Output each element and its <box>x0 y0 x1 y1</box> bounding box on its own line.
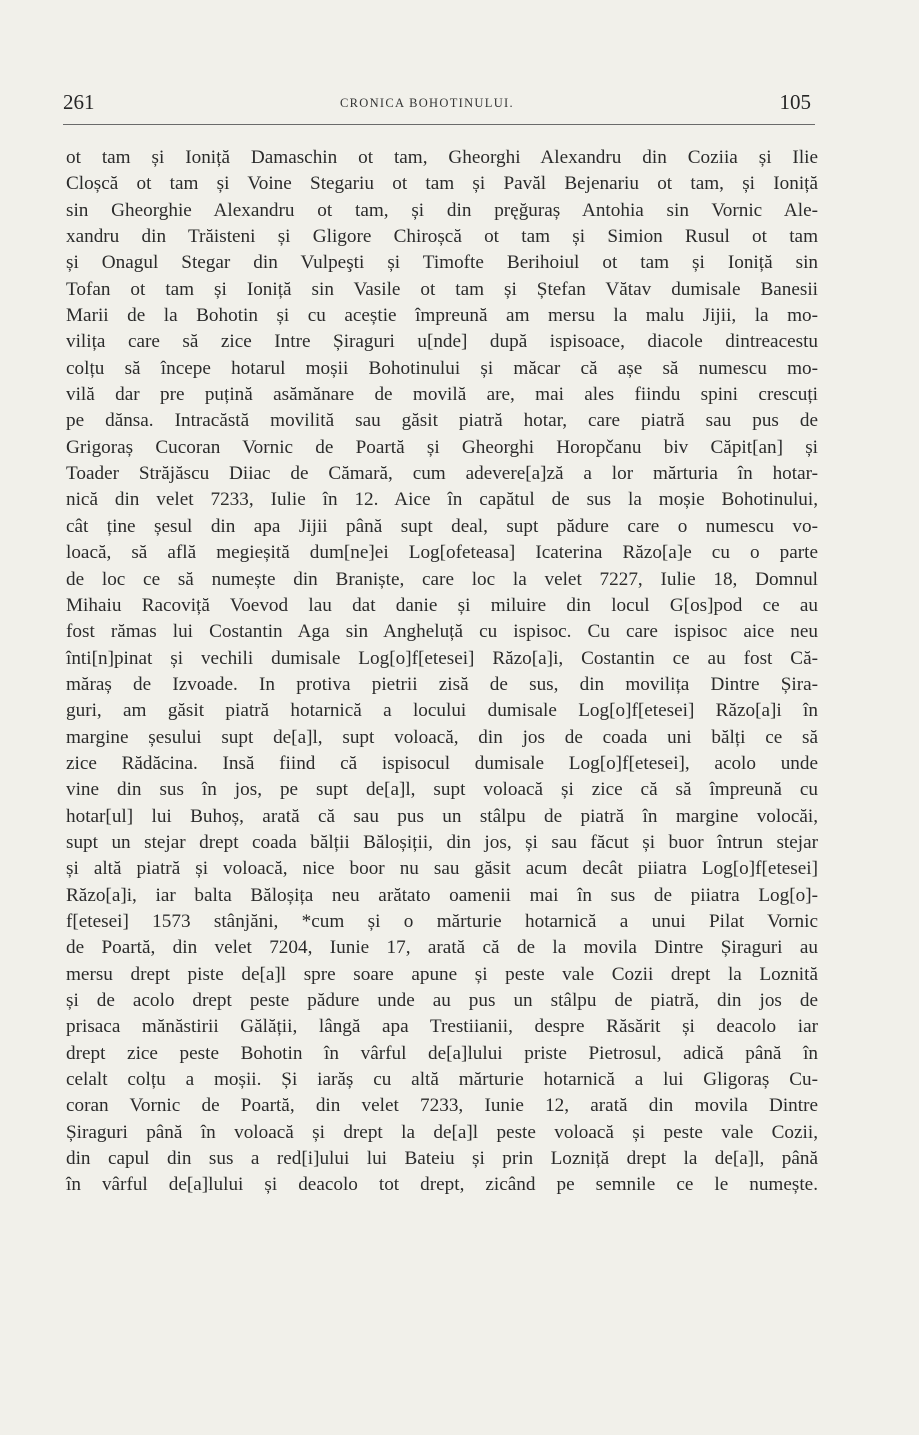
text-line: Grigoraș Cucoran Vornic de Poartă și Gheorghi Horopčanu biv Căpit[an] și <box>66 436 818 458</box>
text-line: guri, am găsit piatră hotarnică a locului dumisale Log[o]f[etesei] Răzo[a]i în <box>66 700 818 722</box>
text-line: Tofan ot tam și Ioniță sin Vasile ot tam și Ștefan Vătav dumisale Banesii <box>66 278 818 300</box>
text-line: vilița care să zice Intre Șiraguri u[nde] după ispisoace, diacole dintreacestu <box>66 331 818 353</box>
text-line: vilă dar pre puțină asămănare de movilă are, mai ales fiindu spini crescuți <box>66 384 818 406</box>
text-line: loacă, să află megieșită dum[ne]ei Log[ofeteasa] Icaterina Răzo[a]e cu o parte <box>66 542 818 564</box>
text-line: Marii de la Bohotin și cu aceștie împreună am mersu la malu Jijii, la mo- <box>66 305 818 327</box>
header-rule <box>63 124 815 125</box>
text-line: și Onagul Stegar din Vulpeşti și Timofte Berihoiul ot tam și Ioniță sin <box>66 252 818 274</box>
page-header <box>63 88 813 118</box>
text-line: din capul din sus a red[i]ului lui Bateiu și prin Lozniță drept la de[a]l, până <box>66 1148 818 1170</box>
text-line: vine din sus în jos, pe supt de[a]l, supt voloacă și zice că să împreună cu <box>66 779 818 801</box>
text-line: Cloșcă ot tam și Voine Stegariu ot tam și Pavăl Bejenariu ot tam, și Ioniță <box>66 173 818 195</box>
text-line: Răzo[a]i, iar balta Băloșița neu arătato oamenii mai în sus de piiatra Log[o]- <box>66 884 818 906</box>
text-line: Mihaiu Racoviță Voevod lau dat danie și miluire din locul G[os]pod ce au <box>66 594 818 616</box>
text-line: de Poartă, din velet 7204, Iunie 17, arată că de la movila Dintre Șiraguri au <box>66 937 818 959</box>
text-line: în vârful de[a]lului și deacolo tot drept, zicând pe semnile ce le numește. <box>66 1174 818 1196</box>
text-line: sin Gheorghie Alexandru ot tam, și din pręğuraș Antohia sin Vornic Ale- <box>66 199 818 221</box>
text-line: prisaca mănăstirii Gălății, lângă apa Trestiianii, despre Răsărit și deacolo iar <box>66 1016 818 1038</box>
text-line: colțu să începe hotarul moșii Bohotinului și măcar că așe să numescu mo- <box>66 357 818 379</box>
text-line: înti[n]pinat și vechili dumisale Log[o]f[etesei] Răzo[a]i, Costantin ce au fost Că- <box>66 647 818 669</box>
running-title: CRONICA BOHOTINULUI. <box>340 96 514 110</box>
body-text <box>66 145 818 1199</box>
text-line: f[etesei] 1573 stânjăni, *cum și o mărturie hotarnică a unui Pilat Vornic <box>66 910 818 932</box>
text-line: măraș de Izvoade. In protiva pietrii zisă de sus, din movilița Dintre Șira- <box>66 673 818 695</box>
text-line: hotar[ul] lui Buhoș, arată că sau pus un stâlpu de piatră în margine volocăi, <box>66 805 818 827</box>
page-number-right: 105 <box>779 90 811 114</box>
text-line: supt un stejar drept coada bălții Băloșiții, din jos, și sau făcut și buor întrun stejar <box>66 831 818 853</box>
text-line: pe dănsa. Intracăstă movilită sau găsit piatră hotar, care piatră sau pus de <box>66 410 818 432</box>
text-line: nică din velet 7233, Iulie în 12. Aice în capătul de sus la moșie Bohotinului, <box>66 489 818 511</box>
text-line: celalt colțu a moșii. Și iarăș cu altă mărturie hotarnică a lui Gligoraș Cu- <box>66 1069 818 1091</box>
text-line: xandru din Trăisteni și Gligore Chiroșcă ot tam și Simion Rusul ot tam <box>66 226 818 248</box>
text-line: și de acolo drept peste pădure unde au pus un stâlpu de piatră, din jos de <box>66 990 818 1011</box>
text-line: margine șesului supt de[a]l, supt voloacă, din jos de coada uni bălți ce să <box>66 726 818 748</box>
text-line: coran Vornic de Poartă, din velet 7233, Iunie 12, arată din movila Dintre <box>66 1095 818 1117</box>
text-line: cât ține șesul din apa Jijii până supt deal, supt pădure care o numescu vo- <box>66 515 818 537</box>
text-line: și altă piatră și voloacă, nice boor nu sau găsit acum decât piiatra Log[o]f[etesei] <box>66 858 818 880</box>
text-line: drept zice peste Bohotin în vârful de[a]lului priste Pietrosul, adică până în <box>66 1042 818 1064</box>
page-number-left: 261 <box>63 90 95 114</box>
text-line: mersu drept piste de[a]l spre soare apune și peste vale Cozii drept la Loznită <box>66 963 818 985</box>
text-line: fost rămas lui Costantin Aga sin Angheluță cu ispisoc. Cu care ispisoc aice neu <box>66 621 818 643</box>
text-line: ot tam și Ioniță Damaschin ot tam, Gheorghi Alexandru din Coziia și Ilie <box>66 147 818 168</box>
text-line: de loc ce să numește din Braniște, care loc la velet 7227, Iulie 18, Domnul <box>66 568 818 590</box>
text-line: Șiraguri până în voloacă și drept la de[a]l peste voloacă și peste vale Cozii, <box>66 1121 818 1143</box>
text-line: zice Rădăcina. Insă fiind că ispisocul dumisale Log[o]f[etesei], acolo unde <box>66 752 818 774</box>
text-line: Toader Străjăscu Diiac de Cămară, cum adevere[a]ză a lor mărturia în hotar- <box>66 463 818 485</box>
